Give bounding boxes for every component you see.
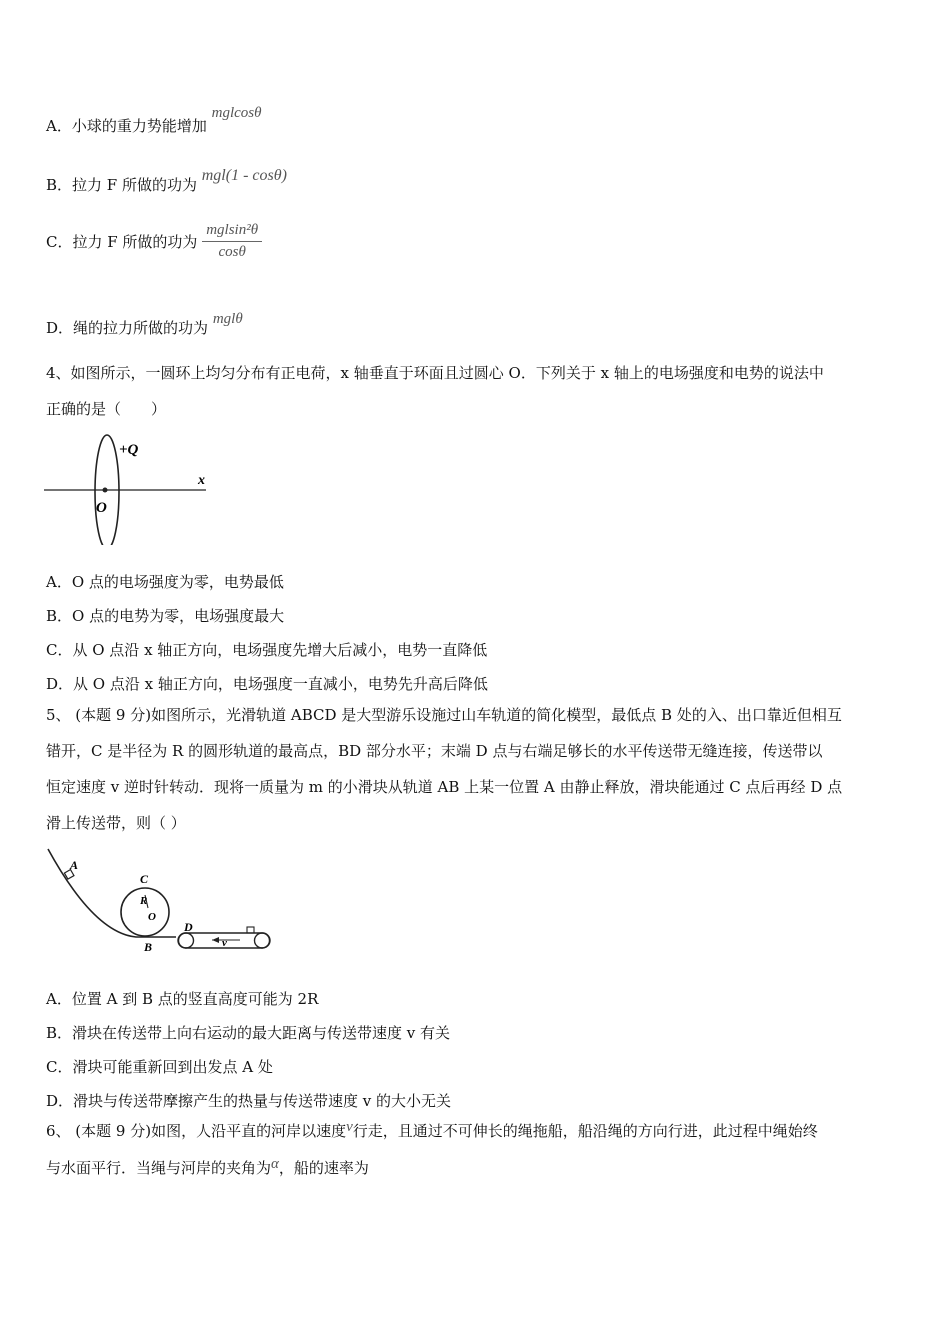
q5-stem [46,697,908,841]
q3-option-c-fraction [202,222,262,261]
q6-angle-symbol: α [271,1156,279,1172]
q5-stem-line3: 恒定速度 v 逆时针转动．现将一质量为 m 的小滑块从轨道 AB 上某一位置 A 由静止释放，滑块能通过 C 点后再经 D 点 [46,778,843,796]
q3-option-a [46,105,262,136]
q4-ring-figure [40,430,220,545]
q5-stem-line2: 错开，C 是半径为 R 的圆形轨道的最高点，BD 部分水平；末端 D 点与右端足够长的水平传送带无缝连接，传送带以 [46,742,823,760]
q3-option-a-label: A．小球的重力势能增加 [46,117,207,135]
q5-track-figure [44,845,284,955]
q6-stem-line1 [46,1113,908,1150]
q3-option-d-expr: mglθ [212,311,243,327]
q5-option-b: B．滑块在传送带上向右运动的最大距离与传送带速度 v 有关 [46,1024,451,1042]
q5-velocity-arrowhead [212,937,219,943]
q5-option-d: D．滑块与传送带摩擦产生的热量与传送带速度 v 的大小无关 [46,1092,452,1110]
q5-belt-marker [247,927,254,933]
q4-option-b: B．O 点的电势为零，电场强度最大 [46,607,285,625]
q5-stem-line4: 滑上传送带，则（ ） [46,814,186,832]
q4-stem-line1: 4、如图所示，一圆环上均匀分布有正电荷，x 轴垂直于环面且过圆心 O．下列关于 x 轴上的电场强度和电势的说法中 [46,364,824,382]
q6-stem-line2-b: ，船的速率为 [278,1159,369,1177]
q5-label-d: D [184,920,193,934]
q5-option-c: C．滑块可能重新回到出发点 A 处 [46,1058,273,1076]
q3-option-b [46,167,287,195]
q3-option-a-expr: mglcosθ [211,105,262,121]
q3-option-d [46,311,243,338]
q5-label-o: O [148,911,156,923]
q6-stem-line2-a: 与水面平行．当绳与河岸的夹角为 [46,1159,272,1177]
q3-option-d-label: D．绳的拉力所做的功为 [46,319,209,337]
q3-option-b-expr: mgl(1 - cosθ) [201,167,287,184]
q6-stem-line1-b: 行走，且通过不可伸长的绳拖船，船沿绳的方向行进，此过程中绳始终 [352,1122,818,1140]
q6-velocity-symbol: v [346,1119,353,1135]
q6-stem-line2 [46,1150,908,1187]
q5-right-roller [255,933,270,948]
q5-label-c: C [140,872,149,886]
q3-option-c [46,222,262,261]
q4-option-c: C．从 O 点沿 x 轴正方向，电场强度先增大后减小，电势一直降低 [46,641,488,659]
q5-options [46,982,451,1118]
q5-label-b: B [144,940,153,954]
q4-center-label: O [96,500,107,516]
q4-options [46,565,488,701]
q3-option-c-denominator: cosθ [218,244,246,260]
q6-stem [46,1113,908,1187]
q5-left-roller [179,933,194,948]
q3-option-c-numerator: mglsin²θ [202,222,262,242]
q4-option-d: D．从 O 点沿 x 轴正方向，电场强度一直减小，电势先升高后降低 [46,675,488,693]
q5-stem-line1: 5、 (本题 9 分)如图所示，光滑轨道 ABCD 是大型游乐设施过山车轨道的简化模型，最低点 B 处的入、出口靠近但相互 [46,706,842,724]
q5-label-a: A [70,858,79,872]
q5-ramp-track [48,849,176,937]
q3-option-b-label: B．拉力 F 所做的功为 [46,176,197,194]
q4-stem [46,355,908,427]
q6-stem-line1-a: 6、 (本题 9 分)如图，人沿平直的河岸以速度 [46,1122,347,1140]
q4-stem-line2: 正确的是（ ） [46,400,167,418]
q4-axis-label: x [198,473,205,488]
q5-label-r: R [140,895,148,907]
q3-option-c-label: C．拉力 F 所做的功为 [46,233,198,251]
q4-charge-label: +Q [119,442,139,458]
q5-label-v: v [222,937,227,949]
q4-center-point [103,488,108,493]
q4-option-a: A．O 点的电场强度为零，电势最低 [46,573,284,591]
q5-option-a: A．位置 A 到 B 点的竖直高度可能为 2R [46,990,319,1008]
